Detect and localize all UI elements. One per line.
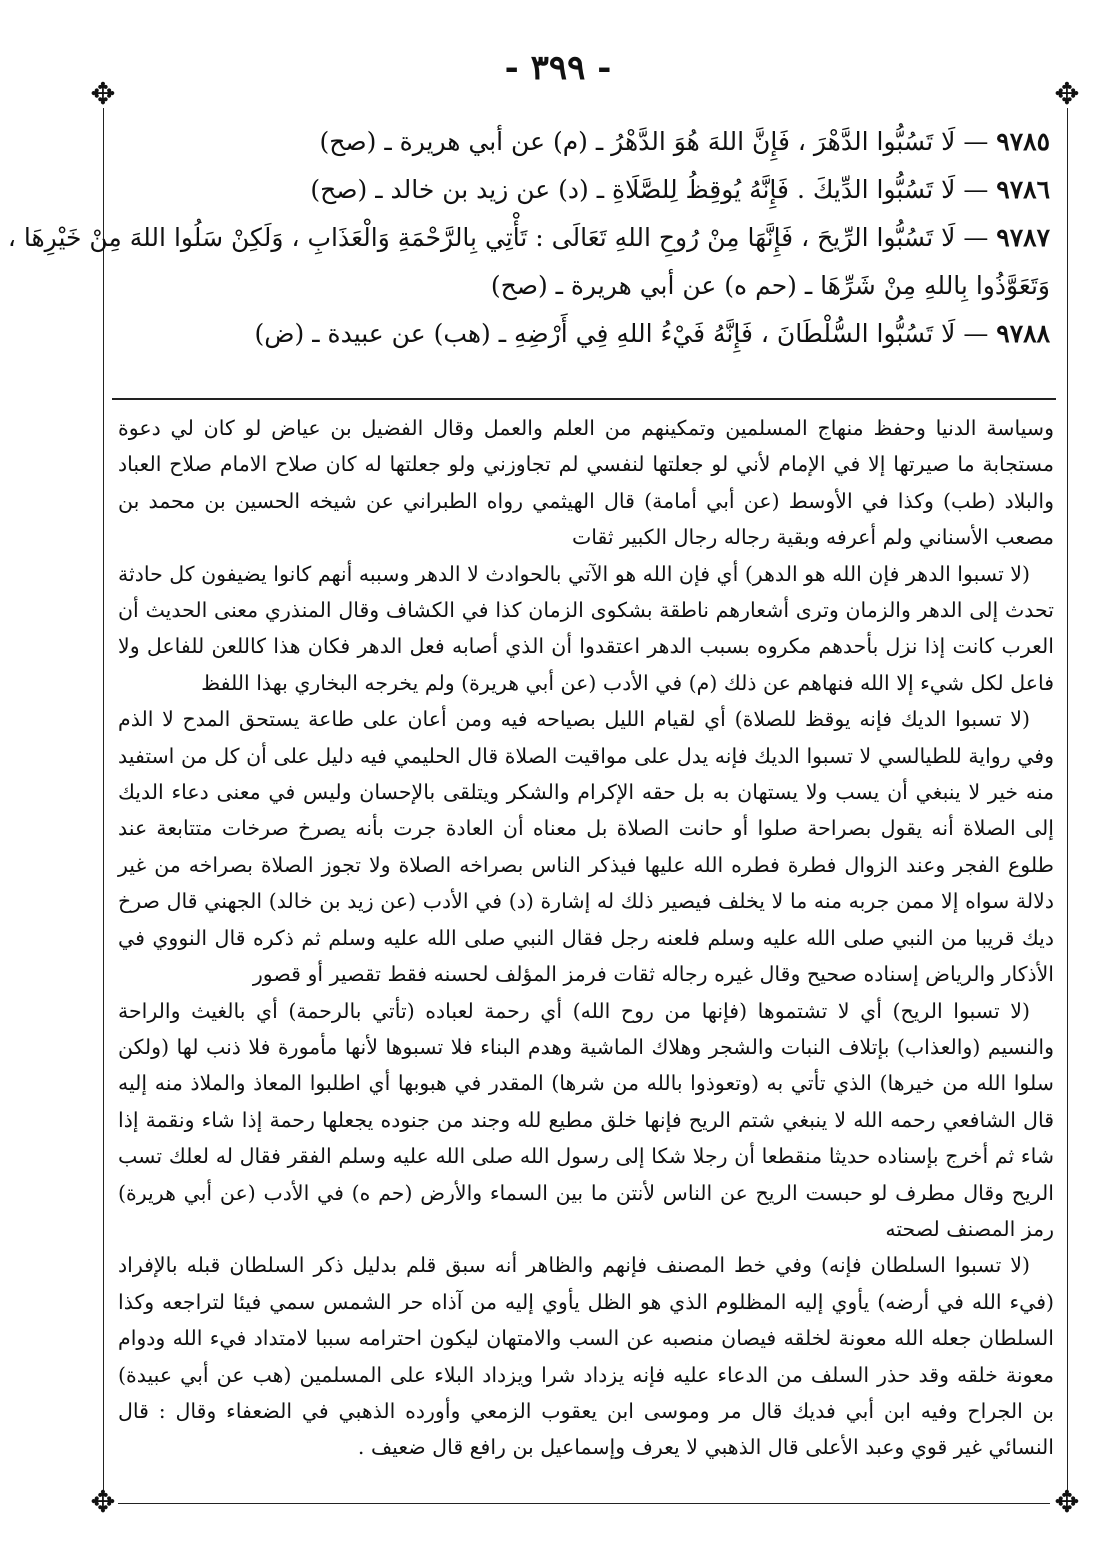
commentary-line: فيصان منصبه عن السب والامتهان ليكون احترامه سببا لامتداد فيء الله ودوام معونة خلقه وقد حذر السلف من الدعاء [118, 1326, 1055, 1387]
hadith-continuation: وَتَعَوَّذُوا بِاللهِ مِنْ شَرِّهَا ـ (حم ه) عن أبي هريرة ـ (صح) [490, 271, 1050, 300]
commentary-line: ابن يعقوب الزمعي وأورده الذهبي في الضعفاء وقال : قال النسائي غير قوي وعبد الأعلى قال الذهبي لا يعرف [118, 1398, 1054, 1460]
hadith-number: ٩٧٨٧ [996, 223, 1050, 252]
commentary-line: يأوي إليه المظلوم الذي هو الظل يأوي إليه من آذاه حر الشمس سمي فيئا لتراجعه وكذا السلطان جعله الله معونة لخلقه [118, 1289, 1054, 1351]
commentary-line: المؤلف لحسنه فقط تقصير أو قصور [252, 962, 557, 987]
commentary-line: الريح عن الناس لأنتن ما بين السماء والأرض (حم ه) في الأدب (عن أبي هريرة) رمز المصنف لصحته [118, 1180, 1054, 1241]
commentary-paragraph [118, 993, 1054, 1248]
commentary-section [118, 410, 1054, 1466]
bottom-border-line [118, 1503, 1050, 1504]
hadith-text: لَا تَسُبُّوا الدَّهْرَ ، فَإِنَّ اللهَ هُوَ الدَّهْرُ ـ (م) عن أبي هريرة ـ (صح) [319, 127, 956, 156]
left-border-line [103, 108, 104, 1490]
commentary-line: الهيثمي رواه الطبراني عن شيخه الحسين بن محمد بن مصعب الأسناني ولم أعرفه وبقية رجاله رجال الكبير ثقات [118, 488, 1054, 550]
hadith-number: ٩٧٨٦ [996, 175, 1050, 204]
hadith-entry: ٩٧٨٧ — لَا تَسُبُّوا الرِّيحَ ، فَإِنَّهَا مِنْ رُوحِ اللهِ تَعَالَى : تَأْتِي بِالرَّحْمَةِ وَالْعَذَابِ ، وَلَكِنْ سَلُوا اللهَ مِنْ خَيْرِهَا ، [7, 223, 1050, 252]
corner-ornament-icon: ✥ [90, 1485, 116, 1520]
commentary-line: لكل شيء إلا الله فنهاهم عن ذلك (م) في الأدب (عن أبي هريرة) ولم يخرجه البخاري بهذا اللفظ [201, 670, 1004, 695]
page-number: - ٣٩٩ - [504, 48, 612, 88]
hadith-text: لَا تَسُبُّوا الرِّيحَ ، فَإِنَّهَا مِنْ رُوحِ اللهِ تَعَالَى : تَأْتِي بِالرَّحْمَةِ وَالْعَذَابِ ، وَلَكِنْ سَلُوا اللهَ مِنْ خَيْرِهَا ، [7, 223, 956, 252]
hadith-entry: ٩٧٨٨ — لَا تَسُبُّوا السُّلْطَانَ ، فَإِنَّهُ فَيْءُ اللهِ فِي أَرْضِهِ ـ (هب) عن عبيدة ـ (ض) [254, 319, 1050, 348]
commentary-line: وإسماعيل بن رافع قال ضعيف . [357, 1435, 626, 1460]
commentary-line: تحدث إلى الدهر والزمان وترى أشعارهم ناطقة بشكوى الزمان كذا في الكشاف وقال المنذري معنى الحديث أن [118, 598, 1054, 623]
commentary-line: النبي صلى الله عليه وسلم ثم ذكره قال النووي في الأذكار والرياض إسناده صحيح وقال غيره رجاله ثقات فرمز [118, 925, 1054, 987]
commentary-line: ذلك له إشارة (د) في الأدب (عن زيد بن خالد) الجهني قال صرخ ديك قريبا من النبي صلى الله عليه وسلم فلعنه رجل فقال [118, 889, 1054, 950]
commentary-line: عليه فإنه يزداد شرا ويزداد البلاء على المسلمين (هب عن أبي عبيدة) بن الجراح وفيه ابن أبي فديك قال مر وموسى [118, 1362, 1054, 1423]
corner-ornament-icon: ✥ [1054, 77, 1080, 112]
right-border-line [1067, 108, 1068, 1490]
commentary-line: من خيرها) الذي تأتي به (وتعوذوا بالله من شرها) المقدر في هبوبها أي اطلبوا المعاذ والملاذ منه إليه قال الشافعي [118, 1071, 1054, 1132]
commentary-line: لأني لو جعلتها لنفسي لم تجاوزني ولو جعلتها له كان صلاح الامام صلاح العباد والبلاد (طب) وكذا في الأوسط (عن أبي أمامة) قال [118, 452, 1055, 513]
corner-ornament-icon: ✥ [1054, 1485, 1080, 1520]
commentary-line: العرب كانت إذا نزل بأحدهم مكروه بسبب الدهر اعتقدوا أن الذي أصابه فعل الدهر فكان هذا كاللعن للفاعل ولا فاعل [118, 634, 1054, 695]
hadith-entry: ٩٧٨٦ — لَا تَسُبُّوا الدِّيكَ . فَإِنَّهُ يُوقِظُ لِلصَّلَاةِ ـ (د) عن زيد بن خالد ـ (صح) [310, 175, 1050, 204]
hadith-text: لَا تَسُبُّوا السُّلْطَانَ ، فَإِنَّهُ فَيْءُ اللهِ فِي أَرْضِهِ ـ (هب) عن عبيدة ـ (ض) [254, 319, 956, 348]
commentary-line: عليها فيذكر الناس بصراخه الصلاة ولا تجوز الصلاة بصراخه من غير دلالة سواه إلا ممن جربه منه ما لا يخلف فيصير [118, 852, 1054, 914]
commentary-line: (لا تسبوا السلطان فإنه) وفي خط المصنف فإنهم والظاهر أنه سبق قلم بدليل ذكر السلطان قبله بالإفراد (فيء الله في أرضه) [118, 1253, 1055, 1314]
commentary-line: رحمه الله لا ينبغي شتم الريح فإنها خلق مطيع لله وجند من جنوده يجعلها رحمة إذا شاء ونقمة إذا شاء ثم أخرج بإسناده [118, 1107, 1054, 1169]
hadith-text: لَا تَسُبُّوا الدِّيكَ . فَإِنَّهُ يُوقِظُ لِلصَّلَاةِ ـ (د) عن زيد بن خالد ـ (صح) [310, 175, 956, 204]
commentary-line: (لا تسبوا الريح) أي لا تشتموها (فإنها من روح الله) أي رحمة لعباده (تأتي بالرحمة) أي بالغيث والراحة والنسيم [118, 998, 1055, 1059]
commentary-divider [112, 398, 1056, 400]
commentary-line: (لا تسبوا الدهر فإن الله هو الدهر) أي فإن الله هو الآتي بالحوادث لا الدهر وسببه أنهم كانوا يضيفون كل حادثة [118, 561, 1030, 586]
hadith-number: ٩٧٨٥ [996, 127, 1050, 156]
commentary-line: أو حانت الصلاة بل معناه أن العادة جرت بأنه يصرخ صرخات متتابعة عند طلوع الفجر وعند الزوال فطرة فطره الله [118, 816, 1054, 877]
hadith-list [7, 118, 1054, 358]
corner-ornament-icon: ✥ [90, 77, 116, 112]
commentary-paragraph [118, 701, 1054, 992]
commentary-line: (والعذاب) بإتلاف النبات والشجر وهلاك الماشية وهدم البناء فلا تسبوها لأنها مأمورة فلا ذنب لها (ولكن سلوا الله [118, 1034, 1054, 1096]
commentary-line: وسياسة الدنيا وحفظ منهاج المسلمين وتمكينهم من العلم والعمل وقال الفضيل بن عياض لو كان لي دعوة مستجابة ما صيرتها إلا في الإمام [118, 416, 1054, 477]
commentary-line: حديثا منقطعا أن رجلا شكا إلى رسول الله صلى الله عليه وسلم الفقر فقال له لعلك تسب الريح وقال مطرف لو حبست [118, 1144, 1054, 1205]
commentary-paragraph [118, 556, 1054, 702]
commentary-line: للطيالسي لا تسبوا الديك فإنه يدل على مواقيت الصلاة قال الحليمي فيه دليل على أن كل من استفيد منه خير لا ينبغي أن [118, 743, 1055, 805]
hadith-entry: ٩٧٨٥ — لَا تَسُبُّوا الدَّهْرَ ، فَإِنَّ اللهَ هُوَ الدَّهْرُ ـ (م) عن أبي هريرة ـ (صح) [319, 127, 1050, 156]
hadith-number: ٩٧٨٨ [996, 319, 1050, 348]
commentary-paragraph [118, 410, 1054, 556]
commentary-line: يسب ولا يستهان به بل حقه الإكرام والشكر ويتلقى بالإحسان وليس في معنى دعاء الديك إلى الصلاة أنه يقول بصراحة صلوا [118, 780, 1054, 841]
commentary-paragraph [118, 1247, 1054, 1465]
commentary-line: (لا تسبوا الديك فإنه يوقظ للصلاة) أي لقيام الليل بصياحه فيه ومن أعان على طاعة يستحق المدح لا الذم وفي رواية [118, 707, 1054, 768]
